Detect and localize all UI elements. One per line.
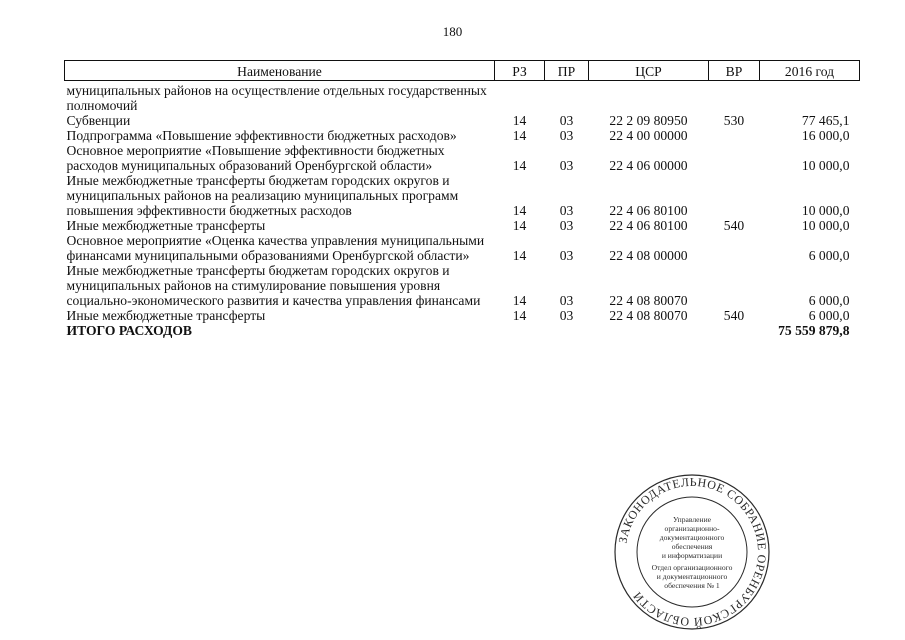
row-amount: 10 000,0 [801, 218, 850, 233]
stamp-inner-line: обеспечения № 1 [664, 581, 720, 590]
row-name: Подпрограмма «Повышение эффективности бюджетных расходов» [66, 128, 457, 143]
official-stamp [612, 472, 772, 632]
row-amount: 6 000,0 [808, 308, 850, 323]
row-csr: 22 4 08 00000 [609, 248, 688, 263]
row-amount: 16 000,0 [801, 128, 850, 143]
row-name: Основное мероприятие «Оценка качества управления муниципальными финансами муниципальными образованиями Оренбургской области» [66, 233, 485, 263]
stamp-inner-line: Отдел организационного [651, 563, 733, 572]
row-name: муниципальных районов на осуществление отдельных государственных полномочий [66, 83, 487, 113]
table-row [65, 173, 860, 218]
row-vr: 540 [723, 308, 745, 323]
page-number: 180 [442, 24, 463, 39]
row-rz: 14 [512, 113, 527, 128]
row-pr: 03 [559, 203, 574, 218]
row-vr: 530 [723, 113, 745, 128]
stamp-inner-text [652, 515, 733, 590]
row-vr [709, 128, 760, 143]
row-rz [495, 81, 545, 114]
stamp-inner-line: Управление [672, 515, 712, 524]
row-pr: 03 [559, 248, 574, 263]
row-vr [709, 263, 760, 308]
header-name: Наименование [65, 61, 495, 81]
row-pr: 03 [559, 158, 574, 173]
budget-table [64, 60, 860, 338]
row-rz: 14 [512, 128, 527, 143]
row-amount: 6 000,0 [808, 248, 850, 263]
stamp-inner-line: обеспечения [671, 542, 713, 551]
row-csr [589, 81, 709, 114]
row-rz: 14 [512, 203, 527, 218]
row-csr: 22 4 08 80070 [609, 308, 688, 323]
header-rz: РЗ [495, 61, 545, 81]
total-amount: 75 559 879,8 [778, 323, 850, 338]
row-csr: 22 2 09 80950 [609, 113, 688, 128]
row-csr: 22 4 06 80100 [609, 203, 688, 218]
row-pr: 03 [559, 218, 574, 233]
row-name: Основное мероприятие «Повышение эффективности бюджетных расходов муниципальных образований Оренбургской области» [66, 143, 445, 173]
row-rz: 14 [512, 248, 527, 263]
row-csr: 22 4 00 00000 [609, 128, 688, 143]
row-name: Иные межбюджетные трансферты [66, 308, 266, 323]
row-csr: 22 4 08 80070 [609, 293, 688, 308]
row-name: Иные межбюджетные трансферты бюджетам городских округов и муниципальных районов на стимулирование повышения уровня социально-экономического развития и качества управления финансами [66, 263, 481, 308]
row-vr [709, 233, 760, 263]
table-row [65, 263, 860, 308]
stamp-inner-line: и документационного [656, 572, 728, 581]
row-rz: 14 [512, 308, 527, 323]
row-vr: 540 [723, 218, 745, 233]
row-pr: 03 [559, 128, 574, 143]
row-name: Субвенции [66, 113, 131, 128]
row-rz: 14 [512, 158, 527, 173]
row-pr: 03 [559, 308, 574, 323]
table-row [65, 113, 860, 128]
header-csr: ЦСР [589, 61, 709, 81]
stamp-outer-text: ЗАКОНОДАТЕЛЬНОЕ СОБРАНИЕ ОРЕНБУРГСКОЙ ОБЛАСТИ [615, 474, 770, 630]
row-rz: 14 [512, 293, 527, 308]
row-vr [709, 143, 760, 173]
table-row [65, 81, 860, 114]
row-pr: 03 [559, 113, 574, 128]
table-row [65, 218, 860, 233]
row-name: Иные межбюджетные трансферты бюджетам городских округов и муниципальных районов на реализацию муниципальных программ повышения эффективности бюджетных расходов [66, 173, 459, 218]
row-csr: 22 4 06 00000 [609, 158, 688, 173]
total-label: ИТОГО РАСХОДОВ [66, 323, 193, 338]
stamp-inner-line: организационно- [664, 524, 720, 533]
table-row [65, 143, 860, 173]
row-amount: 10 000,0 [801, 158, 850, 173]
table-row [65, 233, 860, 263]
stamp-inner-line: документационного [659, 533, 725, 542]
row-pr [545, 81, 589, 114]
row-amount [760, 81, 860, 114]
row-vr [709, 81, 760, 114]
row-name: Иные межбюджетные трансферты [66, 218, 266, 233]
total-row [65, 323, 860, 338]
row-vr [709, 173, 760, 218]
header-pr: ПР [545, 61, 589, 81]
row-amount: 6 000,0 [808, 293, 850, 308]
row-amount: 77 465,1 [801, 113, 850, 128]
header-vr: ВР [709, 61, 760, 81]
stamp-inner-line: и информатизации [661, 551, 723, 560]
table-header-row [65, 61, 860, 81]
row-rz: 14 [512, 218, 527, 233]
table-row [65, 308, 860, 323]
header-year: 2016 год [760, 61, 860, 81]
row-csr: 22 4 06 80100 [609, 218, 688, 233]
table-row [65, 128, 860, 143]
row-amount: 10 000,0 [801, 203, 850, 218]
row-pr: 03 [559, 293, 574, 308]
